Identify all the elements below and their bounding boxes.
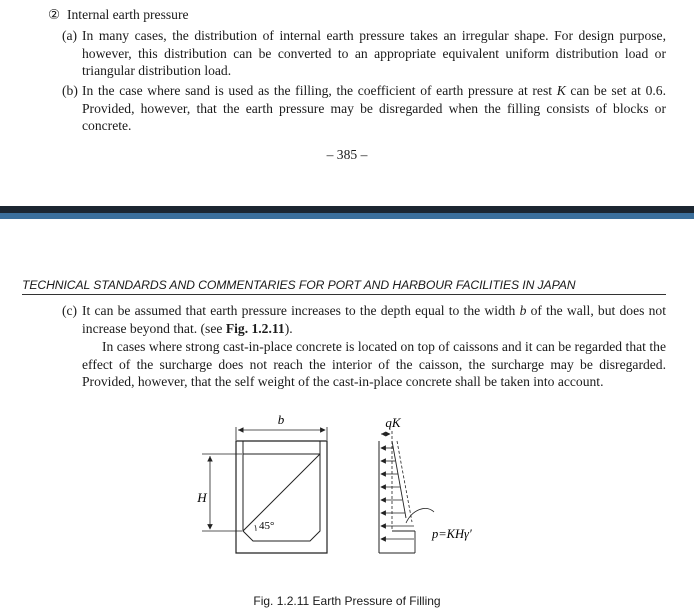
item-text: In many cases, the distribution of internal earth pressure takes an irregular shape. For design purpose, however, this distribution can be converted to an appropriate equivalent uniform distribution load or triangular distribution load. — [82, 28, 666, 78]
symbol-K: K — [556, 83, 566, 98]
figure-reference: Fig. 1.2.11 — [225, 320, 285, 336]
pressure-arrows — [381, 448, 414, 539]
item-text: It can be assumed that earth pressure increases to the depth equal to the width b of the wall, but does not increase beyond that. (see Fig. 1.2.11). — [82, 303, 666, 336]
running-header: TECHNICAL STANDARDS AND COMMENTARIES FOR PORT AND HARBOUR FACILITIES IN JAPAN — [22, 278, 576, 292]
angle-arc — [255, 525, 256, 531]
caisson-outer — [236, 441, 327, 553]
item-label: (c) — [62, 303, 78, 318]
label-H: H — [197, 490, 207, 505]
item-label: (a) — [62, 28, 78, 43]
list-item-b — [62, 82, 666, 135]
figure-caption: Fig. 1.2.11 Earth Pressure of Filling — [253, 594, 441, 608]
page-divider-dark — [0, 206, 694, 213]
label-b: b — [277, 412, 285, 427]
section-marker: ② — [48, 7, 61, 22]
label-angle: 45° — [259, 520, 275, 532]
item-label: (b) — [62, 83, 78, 98]
item-text: In the case where sand is used as the filling, the coefficient of earth pressure at rest K can be set at 0.6. Provided, however, that the earth pressure may be disregarded when the filling consists of blocks or concrete. — [82, 83, 666, 133]
symbol-b: b — [519, 303, 527, 318]
page-number: – 385 – — [326, 147, 368, 162]
label-p: p=KHγ′ — [432, 527, 472, 541]
header-rule — [22, 294, 666, 295]
caisson-inner — [243, 441, 320, 541]
failure-line-45 — [243, 454, 320, 531]
paragraph-surcharge: In cases where strong cast-in-place concrete is located on top of caissons and it can be regarded that the effect of the surcharge does not reach the interior of the caisson, the surcharge may be disregarded. Provided, however, that the self weight of the cast-in-place concrete shall be taken into account. — [82, 339, 666, 389]
section-heading — [48, 6, 189, 24]
figure-earth-pressure — [0, 400, 694, 580]
label-qK: qK — [385, 415, 401, 430]
section-title: Internal earth pressure — [66, 7, 189, 22]
page-divider-blue — [0, 213, 694, 219]
list-item-c — [62, 302, 666, 337]
list-item-a — [62, 27, 666, 80]
